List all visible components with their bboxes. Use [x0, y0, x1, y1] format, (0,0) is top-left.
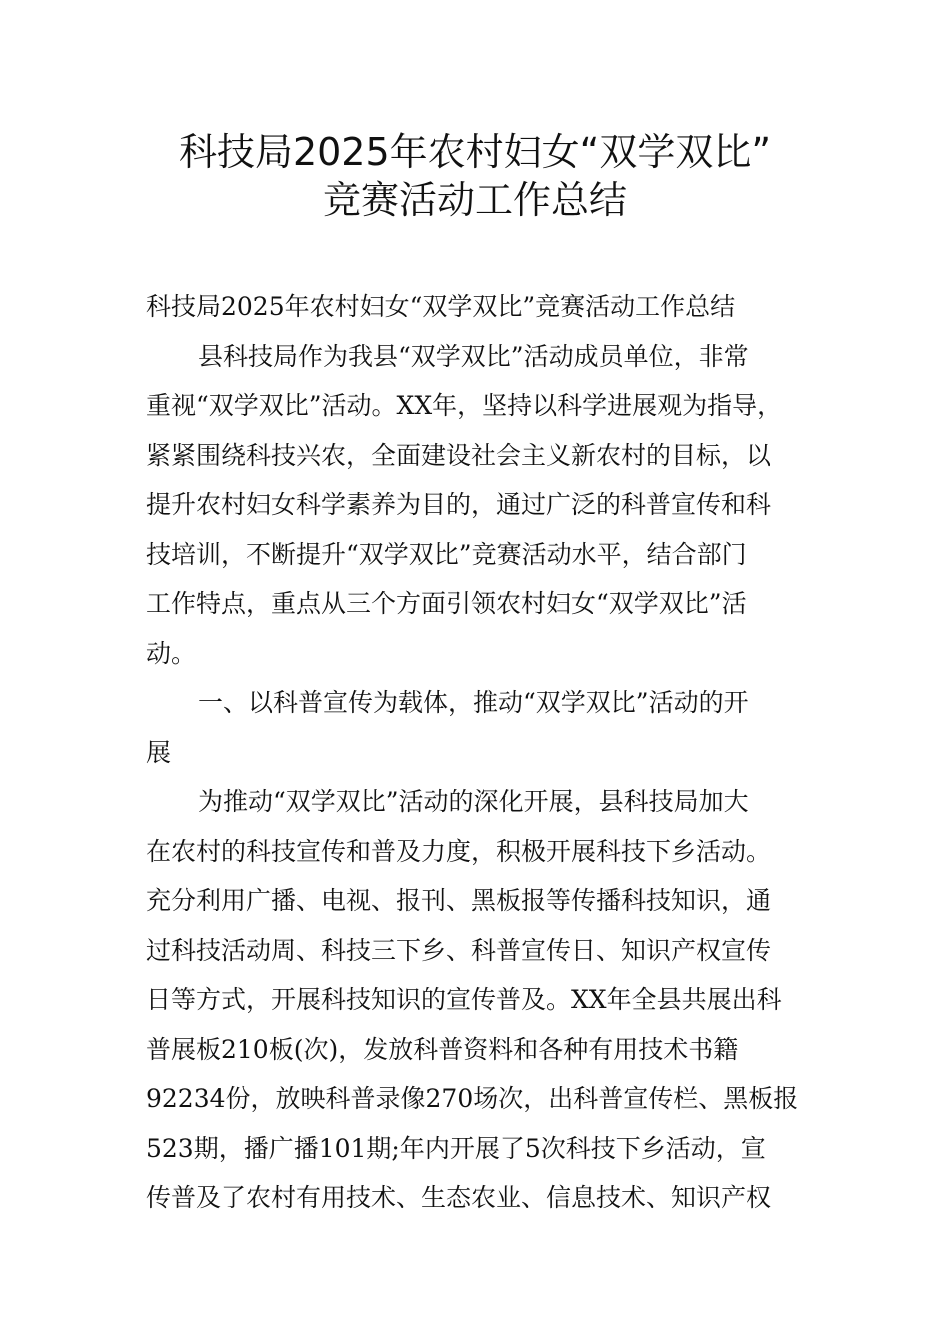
paragraph-line: 县科技局作为我县“双学双比”活动成员单位，非常 [198, 341, 749, 371]
paragraph-line: 523期，播广播101期;年内开展了5次科技下乡活动，宣 [146, 1133, 766, 1163]
title-line-2: 竞赛活动工作总结 [322, 178, 627, 222]
section-heading-line: 展 [146, 737, 172, 767]
paragraph-line: 传普及了农村有用技术、生态农业、信息技术、知识产权 [146, 1183, 772, 1212]
paragraph-line: 提升农村妇女科学素养为目的，通过广泛的科普宣传和科 [146, 490, 772, 519]
document-title [0, 128, 950, 224]
section-heading-line: 一、以科普宣传为载体，推动“双学双比”活动的开 [198, 688, 749, 717]
paragraph-line: 充分利用广播、电视、报刊、黑板报等传播科技知识，通 [146, 886, 772, 915]
paragraph-line: 动。 [146, 638, 197, 668]
paragraph-line: 技培训，不断提升“双学双比”竞赛活动水平，结合部门 [146, 539, 747, 569]
paragraph-line: 重视“双学双比”活动。XX年，坚持以科学进展观为指导， [146, 391, 783, 420]
paragraph-line: 紧紧围绕科技兴农，全面建设社会主义新农村的目标，以 [146, 440, 772, 470]
paragraph-line: 普展板210板(次)，发放科普资料和各种有用技术书籍 [146, 1034, 739, 1064]
paragraph-line: 92234份，放映科普录像270场次，出科普宣传栏、黑板报 [146, 1084, 799, 1113]
paragraph-line: 日等方式，开展科技知识的宣传普及。XX年全县共展出科 [146, 985, 782, 1014]
subtitle-line: 科技局2025年农村妇女“双学双比”竞赛活动工作总结 [146, 292, 736, 321]
paragraph-line: 工作特点，重点从三个方面引领农村妇女“双学双比”活 [146, 589, 747, 618]
paragraph-line: 在农村的科技宣传和普及力度，积极开展科技下乡活动。 [146, 836, 772, 866]
title-line-1: 科技局2025年农村妇女“双学双比” [178, 130, 772, 174]
paragraph-line: 为推动“双学双比”活动的深化开展，县科技局加大 [198, 787, 749, 816]
paragraph-line: 过科技活动周、科技三下乡、科普宣传日、知识产权宣传 [146, 935, 772, 965]
document-body [146, 282, 812, 1223]
